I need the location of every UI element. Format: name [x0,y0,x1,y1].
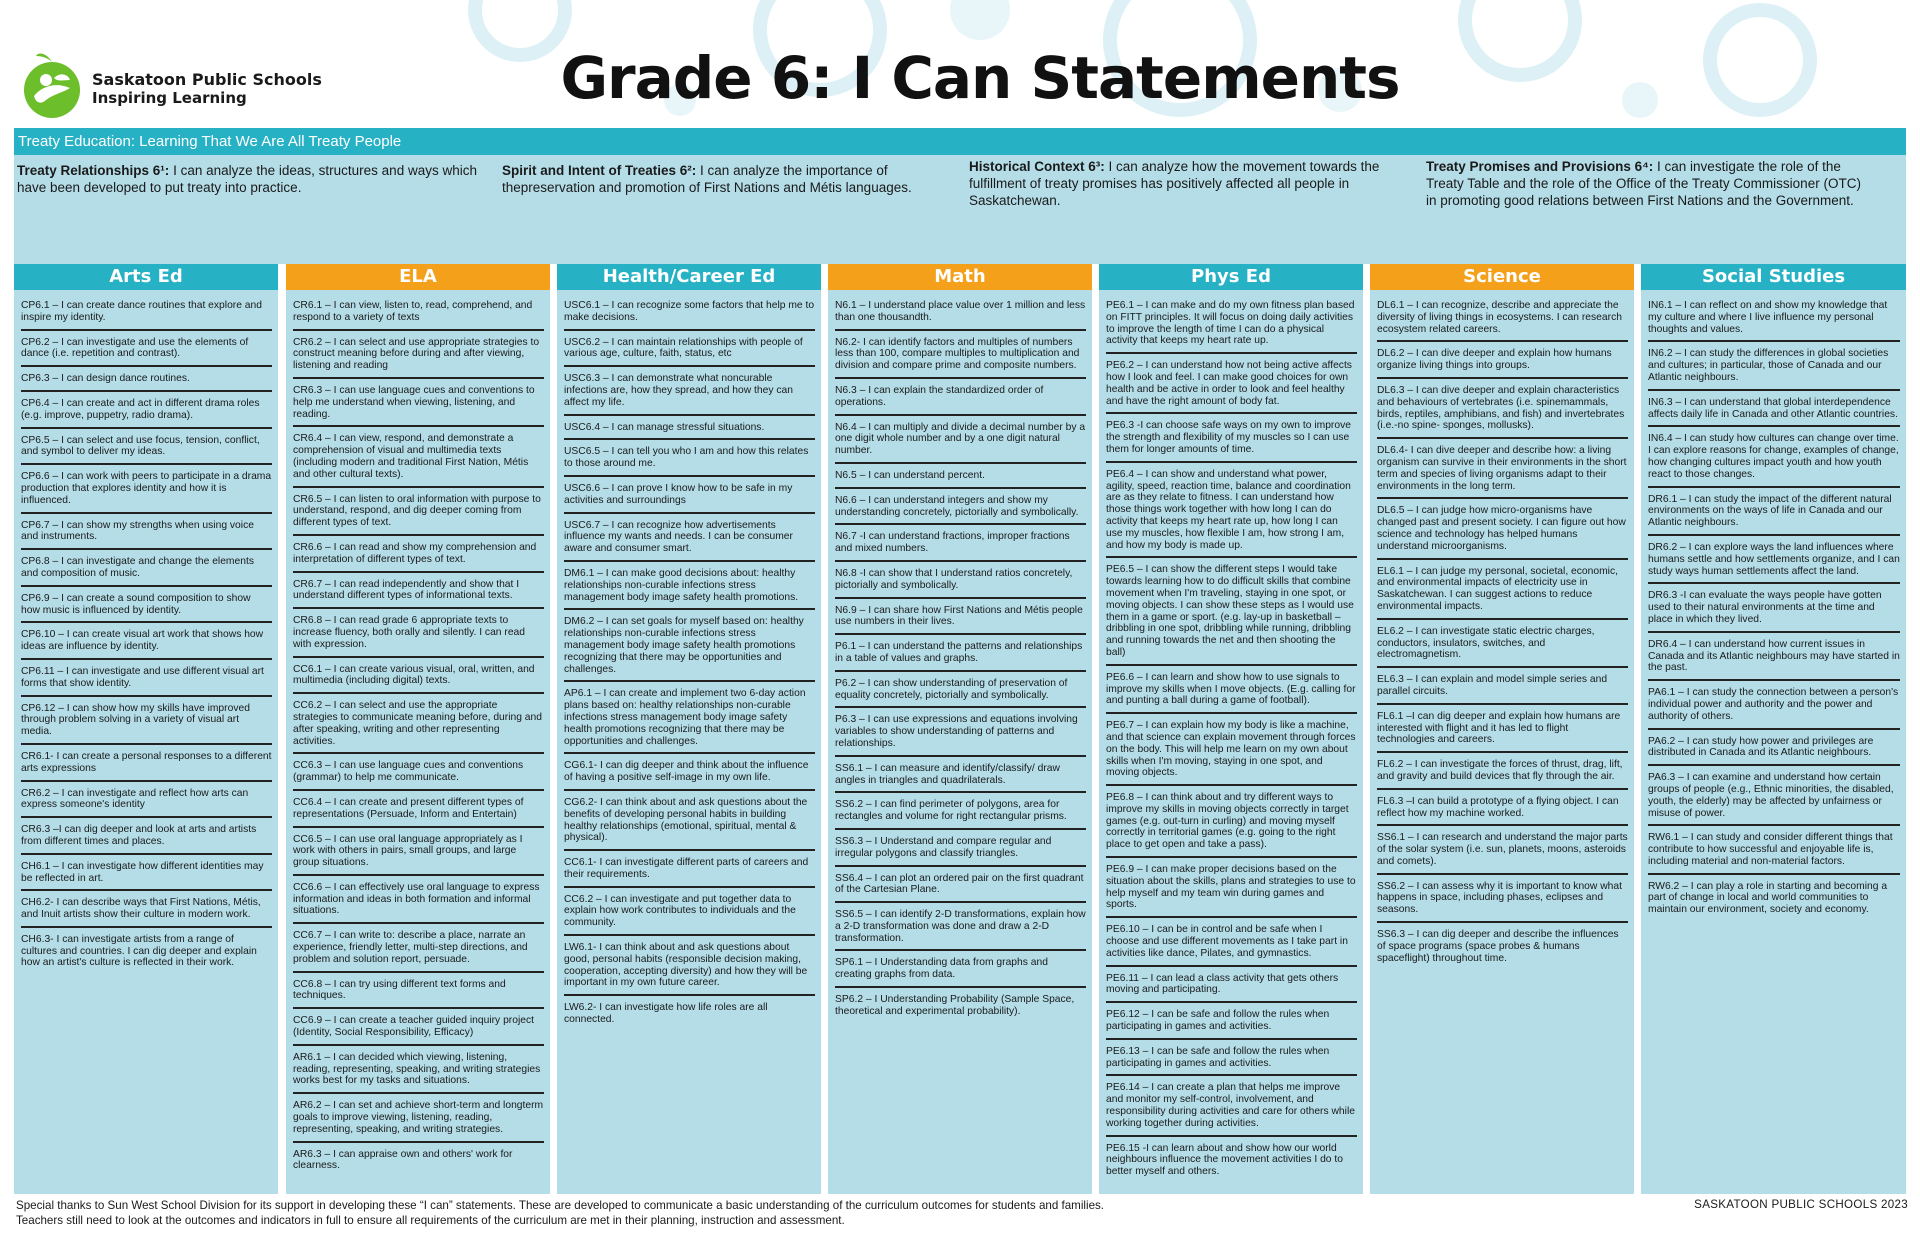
subject-column-social-studies [1641,264,1906,1194]
i-can-statement: FL6.1 –I can dig deeper and explain how humans are interested with flight and it has led to flight technologies and careers. [1377,711,1628,753]
subject-column-phys-ed [1099,264,1363,1194]
column-header: Social Studies [1641,264,1906,290]
i-can-statement: P6.1 – I can understand the patterns and relationships in a table of values and graphs. [835,641,1086,672]
column-body [1641,290,1906,921]
treaty-outcome-text: I can analyze the ideas, structures and ways which have been developed to put treaty into practice. [17,163,477,195]
i-can-statement: SS6.5 – I can identify 2-D transformations, explain how a 2-D transformation was done and draw a 2-D transformation. [835,909,1086,951]
i-can-statement: CR6.1 – I can view, listen to, read, comprehend, and respond to a variety of texts [293,300,544,331]
i-can-statement: CR6.3 –I can dig deeper and look at arts and artists from different times and places. [21,824,272,855]
i-can-statement: FL6.2 – I can investigate the forces of thrust, drag, lift, and gravity and build devices that fly through the air. [1377,759,1628,790]
i-can-statement: CR6.4 – I can view, respond, and demonstrate a comprehension of visual and multimedia texts (including modern and traditional First Nation, Métis and other cultural texts). [293,433,544,487]
i-can-statement: CR6.1- I can create a personal responses to a different arts expressions [21,751,272,782]
i-can-statement: FL6.3 –I can build a prototype of a flying object. I can reflect how my machine worked. [1377,796,1628,827]
organization-branding [92,70,322,107]
page-title: Grade 6: I Can Statements [560,44,1400,112]
i-can-statement: DL6.4- I can dive deeper and describe how: a living organism can survive in their environments in the short term and species of living organisms adapt to their environments in the long term. [1377,445,1628,499]
treaty-outcome-text: I can investigate the role of the Treaty Table and the role of the Office of the Treaty Commissioner (OTC) in promoting good relations between First Nations and the Government. [1426,159,1861,208]
i-can-statement: N6.5 – I can understand percent. [835,470,1086,489]
i-can-statement: P6.2 – I can show understanding of preservation of equality concretely, pictorially and symbolically. [835,678,1086,709]
i-can-statement: PE6.15 -I can learn about and show how our world neighbours influence the movement activities I do to better myself and others. [1106,1142,1343,1178]
i-can-statement: USC6.5 – I can tell you who I am and how this relates to those around me. [564,446,815,477]
i-can-statement: CP6.6 – I can work with peers to participate in a drama production that explores identity and how it is influenced. [21,471,272,513]
i-can-statement: RW6.2 – I can play a role in starting and becoming a part of change in local and world communities to maintain our environment, society and economy. [1648,880,1888,916]
treaty-education-section [14,128,1906,264]
treaty-outcome-heading: Spirit and Intent of Treaties 6²: [502,163,697,178]
i-can-statement: N6.6 – I can understand integers and show my understanding concretely, pictorially and symbolically. [835,495,1086,526]
i-can-statement: CR6.3 – I can use language cues and conventions to help me understand when viewing, listening, and reading. [293,385,544,427]
i-can-statement: USC6.3 – I can demonstrate what noncurable infections are, how they spread, and how they can affect my life. [564,373,815,415]
subject-column-arts-ed [14,264,278,1194]
column-body [286,290,550,1177]
subject-column-health-career-ed [557,264,821,1194]
i-can-statement: RW6.1 – I can study and consider different things that contribute to how successful and enjoyable life is, including material and non-material factors. [1648,832,1900,874]
i-can-statement: AR6.1 – I can decided which viewing, listening, reading, representing, speaking, and writing strategies works best for my tasks and situations. [293,1052,544,1094]
i-can-statement: CC6.1 – I can create various visual, oral, written, and multimedia (including digital) texts. [293,664,544,695]
treaty-outcome-text: I can analyze how the movement towards the fulfillment of treaty promises has positively affected all people in Saskatchewan. [969,159,1380,208]
column-body [828,290,1092,1023]
column-body [1099,290,1363,1183]
i-can-statement: PE6.11 – I can lead a class activity that gets others moving and participating. [1106,973,1357,1004]
header [0,0,1920,130]
i-can-statement: PE6.4 – I can show and understand what power, agility, speed, reaction time, balance and coordination are as they relate to fitness. I can understand how those things work together with how long I can do activity that keeps my heart rate up, how long I can use my muscles, how flexible I am, how strong I am, and how my body is made up. [1106,469,1357,559]
i-can-statement: CP6.8 – I can investigate and change the elements and composition of music. [21,556,272,587]
organization-name: Saskatoon Public Schools [92,70,322,89]
i-can-statement: DL6.2 – I can dive deeper and explain how humans organize living things into groups. [1377,348,1628,379]
i-can-statement: CP6.10 – I can create visual art work that shows how ideas are influence by identity. [21,629,272,660]
footer-credit: SASKATOON PUBLIC SCHOOLS 2023 [1694,1198,1908,1211]
i-can-statement: N6.7 -I can understand fractions, improper fractions and mixed numbers. [835,531,1086,562]
i-can-statement: P6.3 – I can use expressions and equations involving variables to show understanding of patterns and relationships. [835,714,1086,756]
i-can-statement: PE6.5 – I can show the different steps I would take towards learning how to do difficult skills that combine movement when I'm traveling, staying in one spot, or moving objects. I can show these steps as I would use them in a game or sport. (e.g. lay-up in basketball – dribbling in one spot, dribbling while running, dribbling and running towards the net and then shooting the ball) [1106,564,1357,665]
i-can-statement: DL6.3 – I can dive deeper and explain characteristics and behaviours of vertebrates (i.e. spinemammals, birds, reptiles, amphibians, and fish) and invertebrates (i.e.-no spine- sponges, mollusks). [1377,385,1628,439]
i-can-statement: LW6.2- I can investigate how life roles are all connected. [564,1002,768,1026]
i-can-statement: USC6.6 – I can prove I know how to be safe in my activities and surroundings [564,483,815,514]
i-can-statement: CP6.5 – I can select and use focus, tension, conflict, and symbol to deliver my ideas. [21,435,272,466]
i-can-statement: SP6.1 – I Understanding data from graphs and creating graphs from data. [835,957,1086,988]
i-can-statement: CR6.2 – I can investigate and reflect how arts can express someone's identity [21,788,272,819]
i-can-statement: CC6.6 – I can effectively use oral language to express information and ideas in both formation and informal situations. [293,882,544,924]
i-can-statement: PA6.3 – I can examine and understand how certain groups of people (e.g., Ethnic minorities, the disabled, youth, the elderly) may be affected by unfairness or misuse of power. [1648,772,1900,826]
i-can-statement: SS6.1 – I can research and understand the major parts of the solar system (i.e. sun, planets, moons, asteroids and comets). [1377,832,1628,874]
i-can-statement: PE6.2 – I can understand how not being active affects how I look and feel. I can make good choices for own health and be active in order to look and feel healthy and have the right amount of body fat. [1106,360,1357,414]
i-can-statement: PE6.14 – I can create a plan that helps me improve and monitor my self-control, involvement, and responsibility during activities and care for others while working together during activities. [1106,1082,1357,1136]
i-can-statement: CH6.1 – I can investigate how different identities may be reflected in art. [21,861,272,892]
column-header: Arts Ed [14,264,278,290]
i-can-statement: PE6.1 – I can make and do my own fitness plan based on FITT principles. It will focus on doing daily activities to improve the length of time I can do a physical activity that keeps my heart rate up. [1106,300,1357,354]
i-can-statement: N6.2- I can identify factors and multiples of numbers less than 100, compare multiples to multiplication and division and compare prime and composite numbers. [835,337,1086,379]
i-can-statement: USC6.2 – I can maintain relationships with people of various age, culture, faith, status, etc [564,337,815,368]
treaty-outcome-heading: Historical Context 6³: [969,159,1105,174]
i-can-statement: PE6.6 – I can learn and show how to use signals to improve my skills when I move objects. (E.g. calling for and punting a ball during a game of football). [1106,672,1357,714]
treaty-outcome-historical-context [969,158,1389,209]
i-can-statement: AR6.3 – I can appraise own and others' work for clearness. [293,1148,513,1172]
i-can-statement: CP6.9 – I can create a sound composition to show how music is influenced by identity. [21,593,272,624]
i-can-statement: AR6.2 – I can set and achieve short-term and longterm goals to improve viewing, listening, reading, representing, speaking, and writing strategies. [293,1100,544,1142]
subject-column-math [828,264,1092,1194]
treaty-outcome-promises-provisions [1426,158,1866,209]
i-can-statement: SS6.2 – I can find perimeter of polygons, area for rectangles and volume for right rectangular prisms. [835,799,1086,830]
i-can-statement: N6.9 – I can share how First Nations and Métis people use numbers in their lives. [835,605,1086,636]
i-can-statement: PA6.2 – I can study how power and privileges are distributed in Canada and its Atlantic neighbours. [1648,736,1900,767]
i-can-statement: CP6.2 – I can investigate and use the elements of dance (i.e. repetition and contrast). [21,337,272,368]
i-can-statement: SS6.2 – I can assess why it is important to know what happens in space, including phases, eclipses and seasons. [1377,881,1628,923]
i-can-statement: PE6.12 – I can be safe and follow the rules when participating in games and activities. [1106,1009,1357,1040]
apple-logo-icon [16,48,88,120]
organization-tagline: Inspiring Learning [92,89,247,107]
i-can-statement: CR6.8 – I can read grade 6 appropriate texts to increase fluency, both orally and silently. I can read with expression. [293,615,544,657]
i-can-statement: DM6.1 – I can make good decisions about: healthy relationships non-curable infections stress management body image safety health promotions. [564,568,815,610]
i-can-statement: CP6.3 – I can design dance routines. [21,373,272,392]
i-can-statement: SS6.4 – I can plot an ordered pair on the first quadrant of the Cartesian Plane. [835,873,1086,904]
i-can-statement: CR6.2 – I can select and use appropriate strategies to construct meaning before during and after viewing, listening and reading [293,337,544,379]
i-can-statement: CC6.2 – I can investigate and put together data to explain how work contributes to individuals and the community. [564,894,815,936]
i-can-statement: EL6.2 – I can investigate static electric charges, conductors, insulators, switches, and electromagnetism. [1377,626,1628,668]
i-can-statement: CR6.6 – I can read and show my comprehension and interpretation of different types of text. [293,542,544,573]
column-body [14,290,278,974]
i-can-statement: CH6.3- I can investigate artists from a range of cultures and countries. I can dig deeper and explain how an artist's culture is reflected in their work. [21,933,257,969]
i-can-statement: IN6.2 – I can study the differences in global societies and cultures; in particular, those of Canada and our Atlantic neighbours. [1648,348,1900,390]
i-can-statement: CC6.8 – I can try using different text forms and techniques. [293,979,544,1010]
column-header: Math [828,264,1092,290]
treaty-outcome-heading: Treaty Relationships 6¹: [17,163,170,178]
i-can-statement: DL6.1 – I can recognize, describe and appreciate the diversity of living things in ecosystems. I can research ecosystem related careers. [1377,300,1628,342]
treaty-outcome-spirit-intent [502,162,962,196]
column-body [557,290,821,1031]
i-can-statement: EL6.3 – I can explain and model simple series and parallel circuits. [1377,674,1628,705]
i-can-statement: USC6.7 – I can recognize how advertisements influence my wants and needs. I can be consumer aware and consumer smart. [564,520,815,562]
i-can-statement: CP6.12 – I can show how my skills have improved through problem solving in a variety of visual art media. [21,703,272,745]
i-can-statement: DR6.3 -I can evaluate the ways people have gotten used to their natural environments at the time and place in which they lived. [1648,590,1900,632]
treaty-outcome-text: I can analyze the importance of thepreservation and promotion of First Nations and Métis languages. [502,163,912,195]
i-can-statement: CP6.1 – I can create dance routines that explore and inspire my identity. [21,300,272,331]
i-can-statement: CC6.2 – I can select and use the appropriate strategies to communicate meaning before, during and after speaking, writing and other representing activities. [293,700,544,754]
i-can-statement: DR6.4 – I can understand how current issues in Canada and its Atlantic neighbours may have started in the past. [1648,639,1900,681]
i-can-statement: DM6.2 – I can set goals for myself based on: healthy relationships non-curable infections stress management body image safety health promotions recognizing that there may be opportunities and challenges. [564,616,815,682]
i-can-statement: N6.3 – I can explain the standardized order of operations. [835,385,1086,416]
treaty-section-bar: Treaty Education: Learning That We Are All Treaty People [14,128,1906,155]
i-can-statement: IN6.3 – I can understand that global interdependence affects daily life in Canada and other Atlantic countries. [1648,397,1900,428]
i-can-statement: SS6.3 – I can dig deeper and describe the influences of space programs (space probes & humans spaceflight) throughout time. [1377,929,1619,964]
i-can-statement: SS6.1 – I can measure and identify/classify/ draw angles in triangles and quadrilaterals. [835,763,1086,794]
acknowledgement-note: Special thanks to Sun West School Division for its support in developing these “I can” statements. These are developed to communicate a basic understanding of the curriculum outcomes for students and families. Teachers still need to look at the outcomes and indicators in full to ensure all requirements of the curriculum are met in their planning, instruction and assessment. [16,1199,1105,1227]
i-can-statement: PE6.7 – I can explain how my body is like a machine, and that science can explain movement through forces on the body. This will help me learn on my own about skills when I'm moving, staying in one spot, and moving objects. [1106,720,1357,786]
i-can-statement: CC6.4 – I can create and present different types of representations (Persuade, Inform and Entertain) [293,797,544,828]
i-can-statement: CC6.1- I can investigate different parts of careers and their requirements. [564,857,815,888]
i-can-statement: PA6.1 – I can study the connection between a person's individual power and authority and the power and authority of others. [1648,687,1900,729]
i-can-statement: PE6.8 – I can think about and try different ways to improve my skills in moving objects correctly in target games (e.g. out-turn in curling) and moving myself correctly in territorial games (e.g. going to the right place to get open and take a pass). [1106,792,1357,858]
i-can-statement: CR6.5 – I can listen to oral information with purpose to understand, respond, and dig deeper coming from different types of text. [293,494,544,536]
column-header: Health/Career Ed [557,264,821,290]
i-can-statement: CP6.4 – I can create and act in different drama roles (e.g. improve, puppetry, radio drama). [21,398,272,429]
subject-column-science [1370,264,1634,1194]
i-can-statement: N6.1 – I understand place value over 1 million and less than one thousandth. [835,300,1086,331]
i-can-statement: SP6.2 – I Understanding Probability (Sample Space, theoretical and experimental probability). [835,994,1075,1017]
i-can-statement: CC6.3 – I can use language cues and conventions (grammar) to help me communicate. [293,760,544,791]
i-can-statement: PE6.10 – I can be in control and be safe when I choose and use different movements as I take part in activities like dance, Pilates, and gymnastics. [1106,924,1357,966]
i-can-statement: CR6.7 – I can read independently and show that I understand different types of informational texts. [293,579,544,610]
i-can-statement: CG6.2- I can think about and ask questions about the benefits of developing personal habits in building healthy relationships (emotional, spiritual, mental & physical). [564,797,815,851]
i-can-statement: DL6.5 – I can judge how micro-organisms have changed past and present society. I can figure out how science and technology has helped humans understand microorganisms. [1377,505,1628,559]
i-can-statement: SS6.3 – I Understand and compare regular and irregular polygons and classify triangles. [835,836,1086,867]
i-can-statement: CC6.9 – I can create a teacher guided inquiry project (Identity, Social Responsibility, Efficacy) [293,1015,544,1046]
i-can-statement: USC6.4 – I can manage stressful situations. [564,422,815,441]
i-can-statement: LW6.1- I can think about and ask questions about good, personal habits (responsible decision making, cooperation, accepting diversity) and how they will be important in my own future career. [564,942,815,996]
treaty-outcome-heading: Treaty Promises and Provisions 6⁴: [1426,159,1654,174]
i-can-statement: PE6.3 -I can choose safe ways on my own to improve the strength and flexibility of my muscles so I can use them for longer amounts of time. [1106,420,1357,462]
i-can-statement: DR6.2 – I can explore ways the land influences where humans settle and how settlements organize, and I can study ways human settlements affect the land. [1648,542,1900,584]
i-can-statement: N6.4 – I can multiply and divide a decimal number by a one digit whole number and by a one digit natural number. [835,422,1086,464]
column-header: Phys Ed [1099,264,1363,290]
i-can-statement: USC6.1 – I can recognize some factors that help me to make decisions. [564,300,815,331]
i-can-statement: AP6.1 – I can create and implement two 6-day action plans based on: healthy relationships non-curable infections stress management body image safety health promotions recognizing that there may be opportunities and challenges. [564,688,815,754]
i-can-statement: CH6.2- I can describe ways that First Nations, Métis, and Inuit artists show their culture in modern work. [21,897,272,928]
column-header: Science [1370,264,1634,290]
i-can-statement: N6.8 -I can show that I understand ratios concretely, pictorially and symbolically. [835,568,1086,599]
treaty-outcome-relationships [17,162,477,196]
i-can-statement: EL6.1 – I can judge my personal, societal, economic, and environmental impacts of electricity use in Saskatchewan. I can suggest actions to reduce environmental impacts. [1377,566,1628,620]
i-can-statement: CG6.1- I can dig deeper and think about the influence of having a positive self-image in my own life. [564,760,815,791]
i-can-statement: IN6.4 – I can study how cultures can change over time. I can explore reasons for change, examples of change, how changing cultures impact youth and how youth react to those changes. [1648,433,1900,487]
column-body [1370,290,1634,969]
i-can-statement: CC6.7 – I can write to: describe a place, narrate an experience, friendly letter, multi-step directions, and problem and solution report, persuade. [293,930,544,972]
i-can-statement: DR6.1 – I can study the impact of the different natural environments on the ways of life in Canada and our Atlantic neighbours. [1648,494,1900,536]
subject-column-ela [286,264,550,1194]
i-can-statement: PE6.9 – I can make proper decisions based on the situation about the skills, plans and strategies to use to help myself and my team win during games and sports. [1106,864,1357,918]
i-can-statement: CC6.5 – I can use oral language appropriately as I work with others in pairs, small groups, and large group situations. [293,834,544,876]
i-can-statement: CP6.7 – I can show my strengths when using voice and instruments. [21,520,272,551]
column-header: ELA [286,264,550,290]
i-can-statement: CP6.11 – I can investigate and use different visual art forms that show identity. [21,666,272,697]
i-can-statement: IN6.1 – I can reflect on and show my knowledge that my culture and where I live influence my personal thoughts and values. [1648,300,1900,342]
i-can-statement: PE6.13 – I can be safe and follow the rules when participating in games and activities. [1106,1046,1357,1077]
